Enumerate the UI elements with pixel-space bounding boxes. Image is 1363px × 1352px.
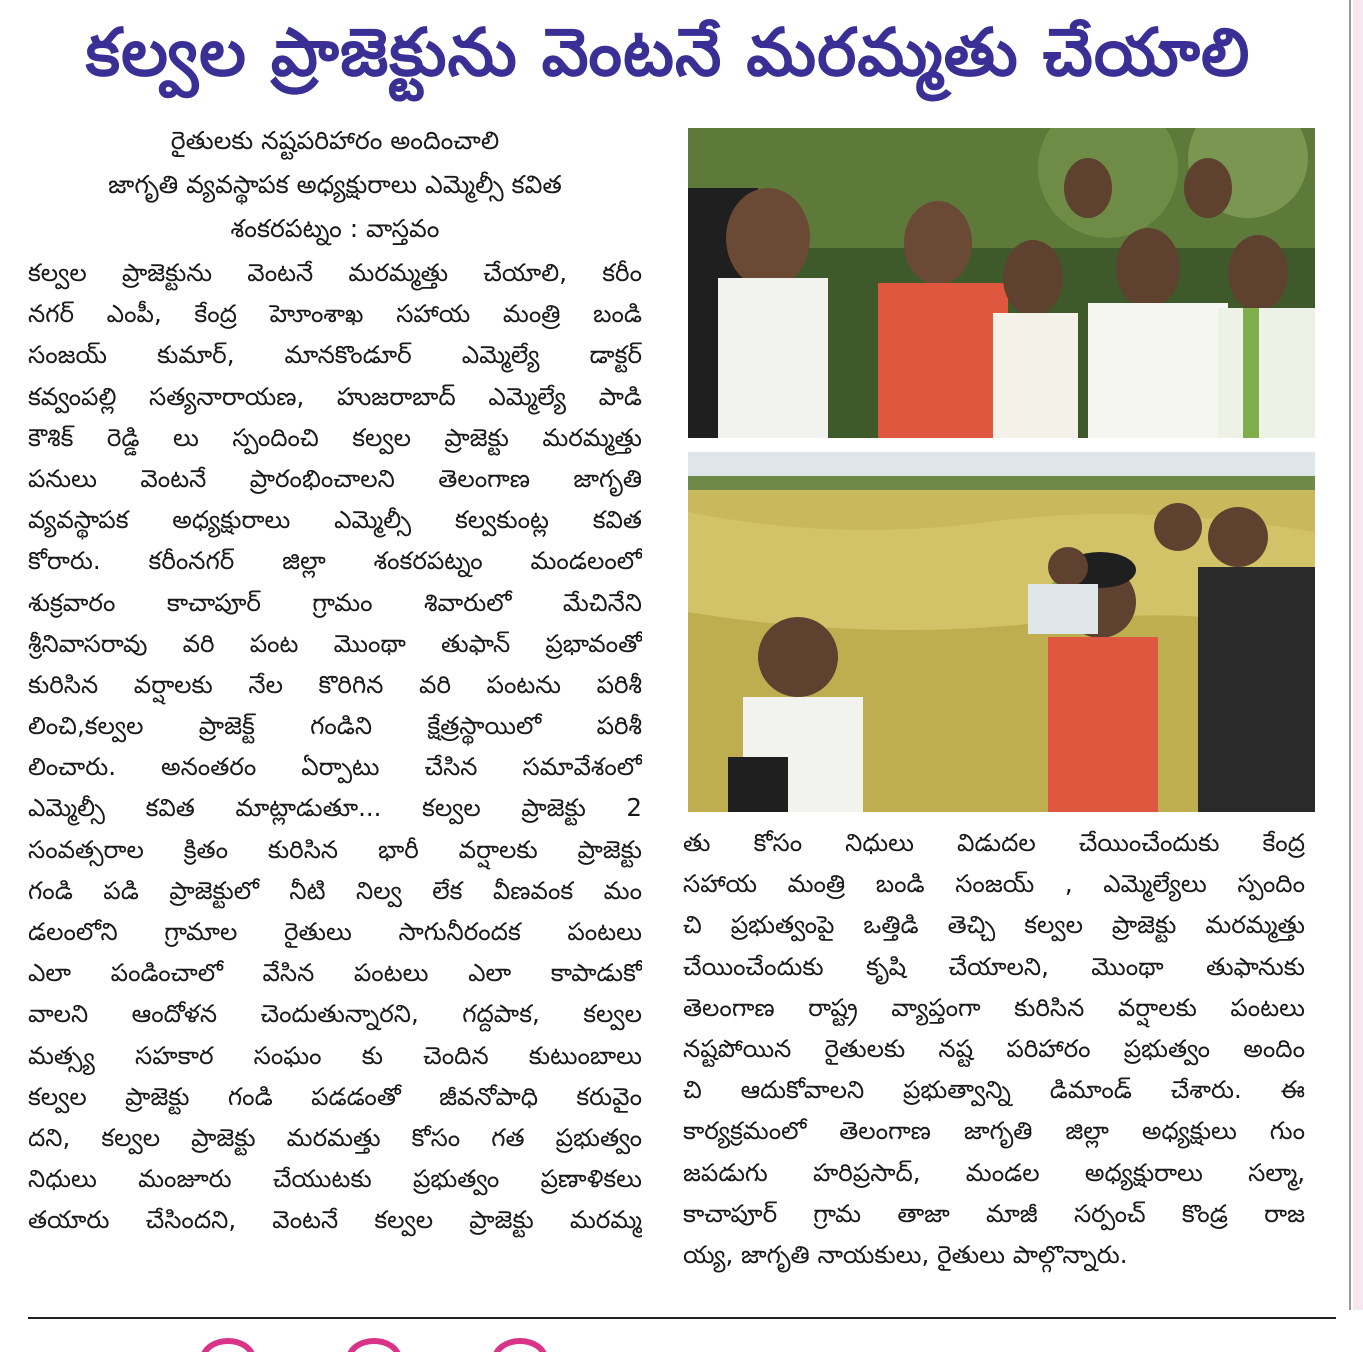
article-line: వ్యవస్థాపక అధ్యక్షురాలు ఎమ్మెల్సీ కల్వకుంట్ల కవిత <box>28 505 642 535</box>
article-line: ఎలా పండించాలో వేసిన పంటలు ఎలా కాపాడుకో <box>28 958 642 988</box>
article-line: తెలంగాణ రాష్ట్ర వ్యాప్తంగా కురిసిన వర్షాలకు పంటలు <box>683 992 1305 1022</box>
article-line: చి ఆదుకోవాలని ప్రభుత్వాన్ని డిమాండ్ చేశారు. ఈ <box>683 1075 1305 1105</box>
glyph-fragment <box>346 1338 402 1352</box>
article-column-right <box>683 822 1305 1275</box>
article-line: కవ్వంపల్లి సత్యనారాయణ, హుజరాబాద్ ఎమ్మెల్యే పాడి <box>28 381 642 411</box>
photo-meeting-group-illustration <box>688 128 1315 438</box>
article-line: కురిసిన వర్షాలకు నేల కొరిగిన వరి పంటను పరిశీ <box>28 669 642 699</box>
article-line: శుక్రవారం కాచాపూర్ గ్రామం శివారులో మేచినేని <box>28 587 642 617</box>
headline: కల్వల ప్రాజెక్టును వెంటనే మరమ్మతు చేయాలి <box>85 13 1251 91</box>
glyph-fragment <box>200 1338 256 1352</box>
photo-crop-field <box>688 452 1315 812</box>
glyph-fragment <box>492 1338 548 1352</box>
article-line: చి ప్రభుత్వంపై ఒత్తిడి తెచ్చి కల్వల ప్రాజెక్టు మరమ్మత్తు <box>683 910 1305 940</box>
article-line: నిధులు మంజూరు చేయుటకు ప్రభుత్వం ప్రణాళికలు <box>28 1164 642 1194</box>
article-column-left <box>28 252 642 1241</box>
dateline: శంకరపట్నం : వాస్తవం <box>230 214 440 243</box>
article-line: లించారు. అనంతరం ఏర్పాటు చేసిన సమావేశంలో <box>28 752 642 782</box>
next-headline-fragment <box>200 1336 760 1352</box>
article-line: లించి,కల్వల ప్రాజెక్ట్ గండిని క్షేత్రస్థాయిలో పరిశీ <box>28 711 642 741</box>
article-line: డలంలోని గ్రామాల రైతులు సాగునీరందక పంటలు <box>28 917 642 946</box>
article-line: కౌశిక్ రెడ్డి లు స్పందించి కల్వల ప్రాజెక్టు మరమ్మత్తు <box>28 422 642 452</box>
photo-crop-field-illustration <box>688 452 1315 812</box>
article-line: దని, కల్వల ప్రాజెక్టు మరమత్తు కోసం గత ప్రభుత్వం <box>28 1122 642 1152</box>
article-line: మత్స్య సహకార సంఘం కు చెందిన కుటుంబాలు <box>28 1040 642 1070</box>
article-line: కల్వల ప్రాజెక్టు గండి పడడంతో జీవనోపాధి కరువైం <box>28 1081 642 1111</box>
article-line: నష్టపోయిన రైతులకు నష్ట పరిహారం ప్రభుత్వం అందిం <box>683 1033 1305 1063</box>
article-line: ఎమ్మెల్సీ కవిత మాట్లాడుతూ... కల్వల ప్రాజెక్టు 2 <box>28 793 642 823</box>
article-line: నగర్ ఎంపీ, కేంద్ర హెూంశాఖ సహాయ మంత్రి బండి <box>28 299 642 329</box>
article-line: సంజయ్ కుమార్, మానకొండూర్ ఎమ్మెల్యే డాక్టర్ <box>28 340 642 370</box>
article-line: సహాయ మంత్రి బండి సంజయ్ , ఎమ్మెల్యేలు స్పందిం <box>683 869 1305 899</box>
article-line: కాచాపూర్ గ్రామ తాజా మాజీ సర్పంచ్ కొండ్ర రాజ <box>683 1198 1305 1228</box>
article-line: వాలని ఆందోళన చెందుతున్నారని, గద్దపాక, కల్వల <box>28 999 642 1029</box>
article-line: య్య, జాగృతి నాయకులు, రైతులు పాల్గొన్నారు. <box>683 1239 1128 1269</box>
article-line: తయారు చేసిందని, వెంటనే కల్వల ప్రాజెక్టు మరమ్మ <box>28 1205 642 1235</box>
article-line: సంవత్సరాల క్రితం కురిసిన భారీ వర్షాలకు ప్రాజెక్టు <box>28 834 642 864</box>
article-line: కల్వల ప్రాజెక్టును వెంటనే మరమ్మత్తు చేయాలి, కరీం <box>28 258 642 287</box>
bottom-rule <box>28 1317 1336 1319</box>
article-line: గండి పడి ప్రాజెక్టులో నీటి నిల్వ లేక వీణవంక మం <box>28 875 642 905</box>
article-line: తు కోసం నిధులు విడుదల చేయించేందుకు కేంద్ర <box>683 828 1305 857</box>
article-line: పనులు వెంటనే ప్రారంభించాలని తెలంగాణ జాగృతి <box>28 463 642 493</box>
article-line: కోరారు. కరీంనగర్ జిల్లా శంకరపట్నం మండలంలో <box>28 546 642 576</box>
article-line: చేయించేందుకు కృషి చేయాలని, మొంథా తుఫానుకు <box>683 951 1305 981</box>
article-line: కార్యక్రమంలో తెలంగాణ జాగృతి జిల్లా అధ్యక్షులు గుం <box>683 1116 1305 1146</box>
article-line: శ్రీనివాసరావు వరి పంట మొంథా తుఫాన్ ప్రభావంతో <box>28 628 642 658</box>
article-line: జపడుగు హరిప్రసాద్, మండల అధ్యక్షురాలు సల్మా, <box>683 1157 1305 1187</box>
subhead-1: రైతులకు నష్టపరిహారం అందించాలి <box>170 126 500 155</box>
photo-meeting-group <box>688 128 1315 438</box>
adjacent-column-strip <box>1353 0 1363 1310</box>
column-divider <box>1349 0 1351 1310</box>
subhead-2: జాగృతి వ్యవస్థాపక అధ్యక్షురాలు ఎమ్మెల్సీ కవిత <box>108 170 562 199</box>
